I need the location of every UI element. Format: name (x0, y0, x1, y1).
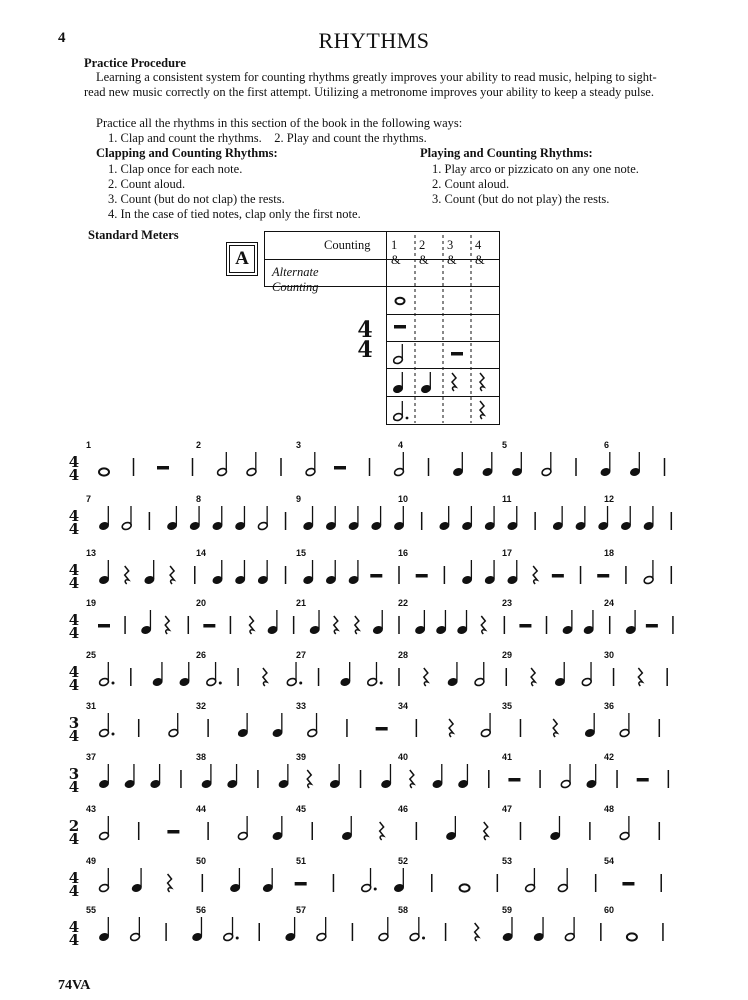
half-note (525, 868, 536, 893)
quarter-note (192, 917, 203, 942)
exercise-row (58, 905, 704, 957)
dotted-half-note (223, 917, 239, 942)
quarter-rest (531, 668, 535, 686)
quarter-note (484, 560, 495, 585)
whole-note (99, 468, 109, 475)
exercise-number: 18 (604, 548, 615, 558)
quarter-note (643, 506, 654, 531)
quarter-rest (533, 566, 537, 584)
exercise-number: 24 (604, 598, 615, 608)
quarter-rest (638, 668, 642, 686)
quarter-note (150, 764, 161, 789)
quarter-note (257, 560, 268, 585)
clapping-step: 1. Clap once for each note. (108, 162, 243, 176)
time-signature-bottom: 4 (68, 574, 80, 592)
quarter-note (212, 506, 223, 531)
exercise-number: 33 (296, 701, 307, 711)
exercise-number: 30 (604, 650, 615, 660)
quarter-note (586, 764, 597, 789)
section-a-box: A (229, 245, 255, 273)
exercise-number: 11 (502, 494, 512, 504)
exercise-number: 36 (604, 701, 615, 711)
quarter-rest (263, 668, 267, 686)
rest-bar (376, 727, 388, 731)
quarter-note (179, 662, 190, 687)
quarter-note (381, 764, 392, 789)
quarter-rest (165, 616, 169, 634)
time-signature-top: 4 (68, 561, 80, 579)
exercise-number: 53 (502, 856, 513, 866)
exercise-number: 9 (296, 494, 302, 504)
exercise-number: 34 (398, 701, 409, 711)
quarter-note (235, 560, 246, 585)
quarter-rest (355, 616, 359, 634)
time-signature-top: 3 (68, 714, 80, 732)
page-title: RHYTHMS (318, 28, 430, 53)
half-note (257, 506, 268, 531)
dotted-half-note (286, 662, 302, 687)
half-note (557, 868, 568, 893)
quarter-note (502, 917, 513, 942)
quarter-note (340, 662, 351, 687)
quarter-note (600, 452, 611, 477)
whole-rest-icon (394, 325, 406, 329)
exercise-row (58, 650, 704, 702)
half-note (581, 662, 592, 687)
quarter-note (227, 764, 238, 789)
half-note (237, 816, 248, 841)
whole-note (627, 933, 637, 940)
rest-bar (552, 574, 564, 578)
time-signature-top: 2 (68, 817, 80, 835)
exercise-number: 16 (398, 548, 409, 558)
dotted-half-note (99, 662, 115, 687)
time-signature (354, 317, 376, 363)
quarter-note (230, 868, 241, 893)
quarter-note (303, 560, 314, 585)
exercise-number: 51 (296, 856, 307, 866)
quarter-rest (334, 616, 338, 634)
count-syllable: 3 & (447, 238, 457, 267)
intro-paragraph: Learning a consistent system for counting rhythms greatly improves your ability to read music, helping to sight-read new music correctly on the first attempt. Utilizing a metronome improves your ability to keep a steady pulse. (84, 70, 657, 99)
clapping-step: 4. In the case of tied notes, clap only the first note. (108, 207, 361, 221)
time-signature-bottom: 4 (68, 727, 80, 745)
exercise-number: 15 (296, 548, 307, 558)
clapping-heading: Clapping and Counting Rhythms: (96, 146, 278, 160)
exercise-number: 47 (502, 804, 513, 814)
quarter-rest (168, 874, 172, 892)
quarter-rest (449, 719, 453, 737)
time-signature (66, 453, 82, 484)
clapping-steps (108, 162, 361, 222)
half-note (480, 713, 491, 738)
quarter-note (237, 713, 248, 738)
quarter-note (458, 764, 469, 789)
quarter-note (303, 506, 314, 531)
rest-bar (203, 624, 215, 628)
time-signature-bottom: 4 (68, 830, 80, 848)
quarter-note (235, 506, 246, 531)
dotted-half-note (361, 868, 377, 893)
exercise-number: 41 (502, 752, 513, 762)
whole-note (460, 884, 470, 891)
exercise-row (58, 804, 704, 856)
half-note (217, 452, 228, 477)
exercise-number: 5 (502, 440, 508, 450)
quarter-note (447, 662, 458, 687)
exercise-number: 55 (86, 905, 97, 915)
rest-bar (157, 466, 169, 470)
quarter-note (285, 917, 296, 942)
half-note (168, 713, 179, 738)
exercise-number: 32 (196, 701, 207, 711)
time-signature-top: 3 (68, 765, 80, 783)
time-signature (66, 817, 82, 848)
exercise-number: 50 (196, 856, 207, 866)
playing-steps (432, 162, 639, 207)
half-note (307, 713, 318, 738)
quarter-rest (424, 668, 428, 686)
exercise-number: 1 (86, 440, 92, 450)
half-note (619, 816, 630, 841)
quarter-note (584, 713, 595, 738)
quarter-note (189, 506, 200, 531)
exercise-number: 19 (86, 598, 97, 608)
half-note-icon (393, 344, 404, 365)
rest-bar (646, 624, 658, 628)
quarter-note (325, 506, 336, 531)
quarter-note (329, 764, 340, 789)
quarter-note (439, 506, 450, 531)
exercise-number: 37 (86, 752, 97, 762)
exercise-row (58, 701, 704, 753)
exercise-number: 12 (604, 494, 615, 504)
quarter-note (457, 610, 468, 635)
quarter-note (278, 764, 289, 789)
quarter-note (554, 662, 565, 687)
exercise-number: 8 (196, 494, 202, 504)
half-note (394, 452, 405, 477)
exercise-number: 29 (502, 650, 513, 660)
exercise-number: 17 (502, 548, 513, 558)
exercise-number: 10 (398, 494, 409, 504)
quarter-notes-icon (393, 372, 432, 394)
exercise-row (58, 752, 704, 804)
exercise-number: 35 (502, 701, 513, 711)
clapping-step: 2. Count aloud. (108, 177, 186, 191)
quarter-rest (125, 566, 129, 584)
time-signature (66, 561, 82, 592)
half-note (378, 917, 389, 942)
dotted-half-note (409, 917, 425, 942)
half-note (305, 452, 316, 477)
count-syllable: 4 & (475, 238, 485, 267)
quarter-rest (553, 719, 557, 737)
dotted-half-note-icon (393, 401, 409, 422)
quarter-note (512, 452, 523, 477)
quarter-note (167, 506, 178, 531)
exercise-number: 38 (196, 752, 207, 762)
quarter-note (583, 610, 594, 635)
quarter-note (144, 560, 155, 585)
rest-bar (637, 778, 649, 782)
time-signature-top: 4 (68, 918, 80, 936)
exercise-number: 3 (296, 440, 302, 450)
quarter-note (99, 506, 110, 531)
time-signature-bottom: 4 (68, 676, 80, 694)
exercise-number: 48 (604, 804, 615, 814)
quarter-note (482, 452, 493, 477)
quarter-note (620, 506, 631, 531)
time-signature-top: 4 (68, 611, 80, 629)
quarter-note (436, 610, 447, 635)
quarter-note (630, 452, 641, 477)
half-note (619, 713, 630, 738)
half-note (541, 452, 552, 477)
exercise-number: 56 (196, 905, 207, 915)
quarter-note (552, 506, 563, 531)
exercise-number: 22 (398, 598, 409, 608)
time-signature (66, 918, 82, 949)
page-number: 4 (58, 30, 66, 46)
dotted-half-note (367, 662, 383, 687)
exercise-row (58, 856, 704, 908)
quarter-rest-icon (480, 401, 484, 419)
rest-bar (167, 830, 179, 834)
exercise-number: 58 (398, 905, 409, 915)
quarter-note (99, 764, 110, 789)
half-note (99, 816, 110, 841)
quarter-note (99, 917, 110, 942)
time-signature-bottom: 4 (357, 337, 373, 363)
quarter-rest (410, 770, 414, 788)
counting-grid (264, 231, 504, 427)
time-signature (66, 765, 82, 796)
quarter-note (453, 452, 464, 477)
quarter-rest (475, 923, 479, 941)
time-signature-bottom: 4 (68, 931, 80, 949)
rest-bar (622, 882, 634, 886)
exercise-number: 26 (196, 650, 207, 660)
quarter-note (507, 506, 518, 531)
time-signature (66, 507, 82, 538)
exercise-number: 7 (86, 494, 92, 504)
exercise-number: 52 (398, 856, 409, 866)
standard-meters-heading: Standard Meters (88, 228, 179, 242)
rest-bar (597, 574, 609, 578)
time-signature-bottom: 4 (68, 778, 80, 796)
exercise-number: 44 (196, 804, 207, 814)
quarter-note (598, 506, 609, 531)
count-syllable: 2 & (419, 238, 429, 267)
quarter-note (152, 662, 163, 687)
exercise-number: 39 (296, 752, 307, 762)
quarter-note (484, 506, 495, 531)
half-note (130, 917, 141, 942)
exercise-number: 31 (86, 701, 97, 711)
rest-bar (370, 574, 382, 578)
count-syllable: 1 & (391, 238, 401, 267)
half-note (246, 452, 257, 477)
time-signature-top: 4 (68, 453, 80, 471)
rest-bar (416, 574, 428, 578)
half-note (474, 662, 485, 687)
exercise-row (58, 598, 704, 650)
exercise-number: 13 (86, 548, 97, 558)
quarter-note (325, 560, 336, 585)
rest-bar (508, 778, 520, 782)
half-note (560, 764, 571, 789)
quarter-rest (481, 616, 485, 634)
quarter-rest (250, 616, 254, 634)
quarter-note (267, 610, 278, 635)
quarter-note (341, 816, 352, 841)
clapping-step: 3. Count (but do not clap) the rests. (108, 192, 285, 206)
exercise-number: 59 (502, 905, 513, 915)
quarter-note (507, 560, 518, 585)
exercise-number: 6 (604, 440, 610, 450)
time-signature (66, 714, 82, 745)
quarter-note (625, 610, 636, 635)
practice-ways: 1. Clap and count the rhythms. 2. Play and count the rhythms. (108, 131, 427, 145)
quarter-note (348, 560, 359, 585)
quarter-note (141, 610, 152, 635)
quarter-note (575, 506, 586, 531)
quarter-rest (484, 822, 488, 840)
exercise-number: 49 (86, 856, 97, 866)
time-signature (66, 663, 82, 694)
whole-note-icon (396, 298, 405, 304)
dotted-half-note (206, 662, 222, 687)
quarter-note (272, 713, 283, 738)
playing-step: 1. Play arco or pizzicato on any one note. (432, 162, 639, 176)
rest-bar (334, 466, 346, 470)
exercise-row (58, 440, 704, 492)
exercise-number: 28 (398, 650, 409, 660)
quarter-note (371, 506, 382, 531)
quarter-rest (170, 566, 174, 584)
playing-heading: Playing and Counting Rhythms: (420, 146, 593, 160)
half-note (564, 917, 575, 942)
quarter-rest (380, 822, 384, 840)
dotted-half-note (99, 713, 115, 738)
playing-step: 2. Count aloud. (432, 177, 510, 191)
quarter-note (99, 560, 110, 585)
quarter-note (309, 610, 320, 635)
time-signature-bottom: 4 (68, 466, 80, 484)
quarter-rest (307, 770, 311, 788)
half-note (316, 917, 327, 942)
quarter-note (394, 506, 405, 531)
quarter-rests-icon (452, 373, 484, 391)
quarter-note (124, 764, 135, 789)
time-signature-top: 4 (357, 317, 373, 343)
exercise-number: 21 (296, 598, 307, 608)
quarter-note (201, 764, 212, 789)
quarter-note (372, 610, 383, 635)
exercise-number: 20 (196, 598, 207, 608)
quarter-note (131, 868, 142, 893)
exercise-number: 54 (604, 856, 615, 866)
exercise-number: 2 (196, 440, 202, 450)
time-signature-top: 4 (68, 869, 80, 887)
exercise-number: 43 (86, 804, 97, 814)
quarter-note (562, 610, 573, 635)
practice-ways-intro: Practice all the rhythms in this section of the book in the following ways: (96, 116, 463, 130)
time-signature (66, 611, 82, 642)
exercise-number: 25 (86, 650, 97, 660)
exercise-number: 57 (296, 905, 307, 915)
half-note (121, 506, 132, 531)
half-note (99, 868, 110, 893)
time-signature-bottom: 4 (68, 624, 80, 642)
time-signature-top: 4 (68, 507, 80, 525)
exercise-number: 42 (604, 752, 615, 762)
quarter-note (415, 610, 426, 635)
half-rest-icon (451, 352, 463, 356)
rest-bar (519, 624, 531, 628)
quarter-note (212, 560, 223, 585)
rest-bar (98, 624, 110, 628)
exercise-number: 14 (196, 548, 207, 558)
quarter-note (262, 868, 273, 893)
exercise-number: 23 (502, 598, 513, 608)
practice-procedure-heading: Practice Procedure (84, 56, 186, 70)
exercise-row (58, 494, 704, 546)
rest-bar (295, 882, 307, 886)
footer-code: 74VA (58, 978, 91, 993)
quarter-note (446, 816, 457, 841)
time-signature-bottom: 4 (68, 882, 80, 900)
quarter-note (272, 816, 283, 841)
playing-step: 3. Count (but do not play) the rests. (432, 192, 610, 206)
half-note (643, 560, 654, 585)
exercise-number: 4 (398, 440, 404, 450)
exercise-number: 60 (604, 905, 615, 915)
exercise-number: 27 (296, 650, 307, 660)
time-signature-top: 4 (68, 663, 80, 681)
counting-label: Counting (324, 238, 371, 252)
exercise-number: 46 (398, 804, 409, 814)
quarter-note (533, 917, 544, 942)
quarter-note (462, 560, 473, 585)
alternate-counting-label: Alternate Counting (272, 265, 319, 294)
quarter-note (432, 764, 443, 789)
quarter-note (462, 506, 473, 531)
time-signature (66, 869, 82, 900)
time-signature-bottom: 4 (68, 520, 80, 538)
exercise-number: 45 (296, 804, 307, 814)
quarter-note (394, 868, 405, 893)
exercise-row (58, 548, 704, 600)
exercise-number: 40 (398, 752, 409, 762)
quarter-note (550, 816, 561, 841)
quarter-note (348, 506, 359, 531)
